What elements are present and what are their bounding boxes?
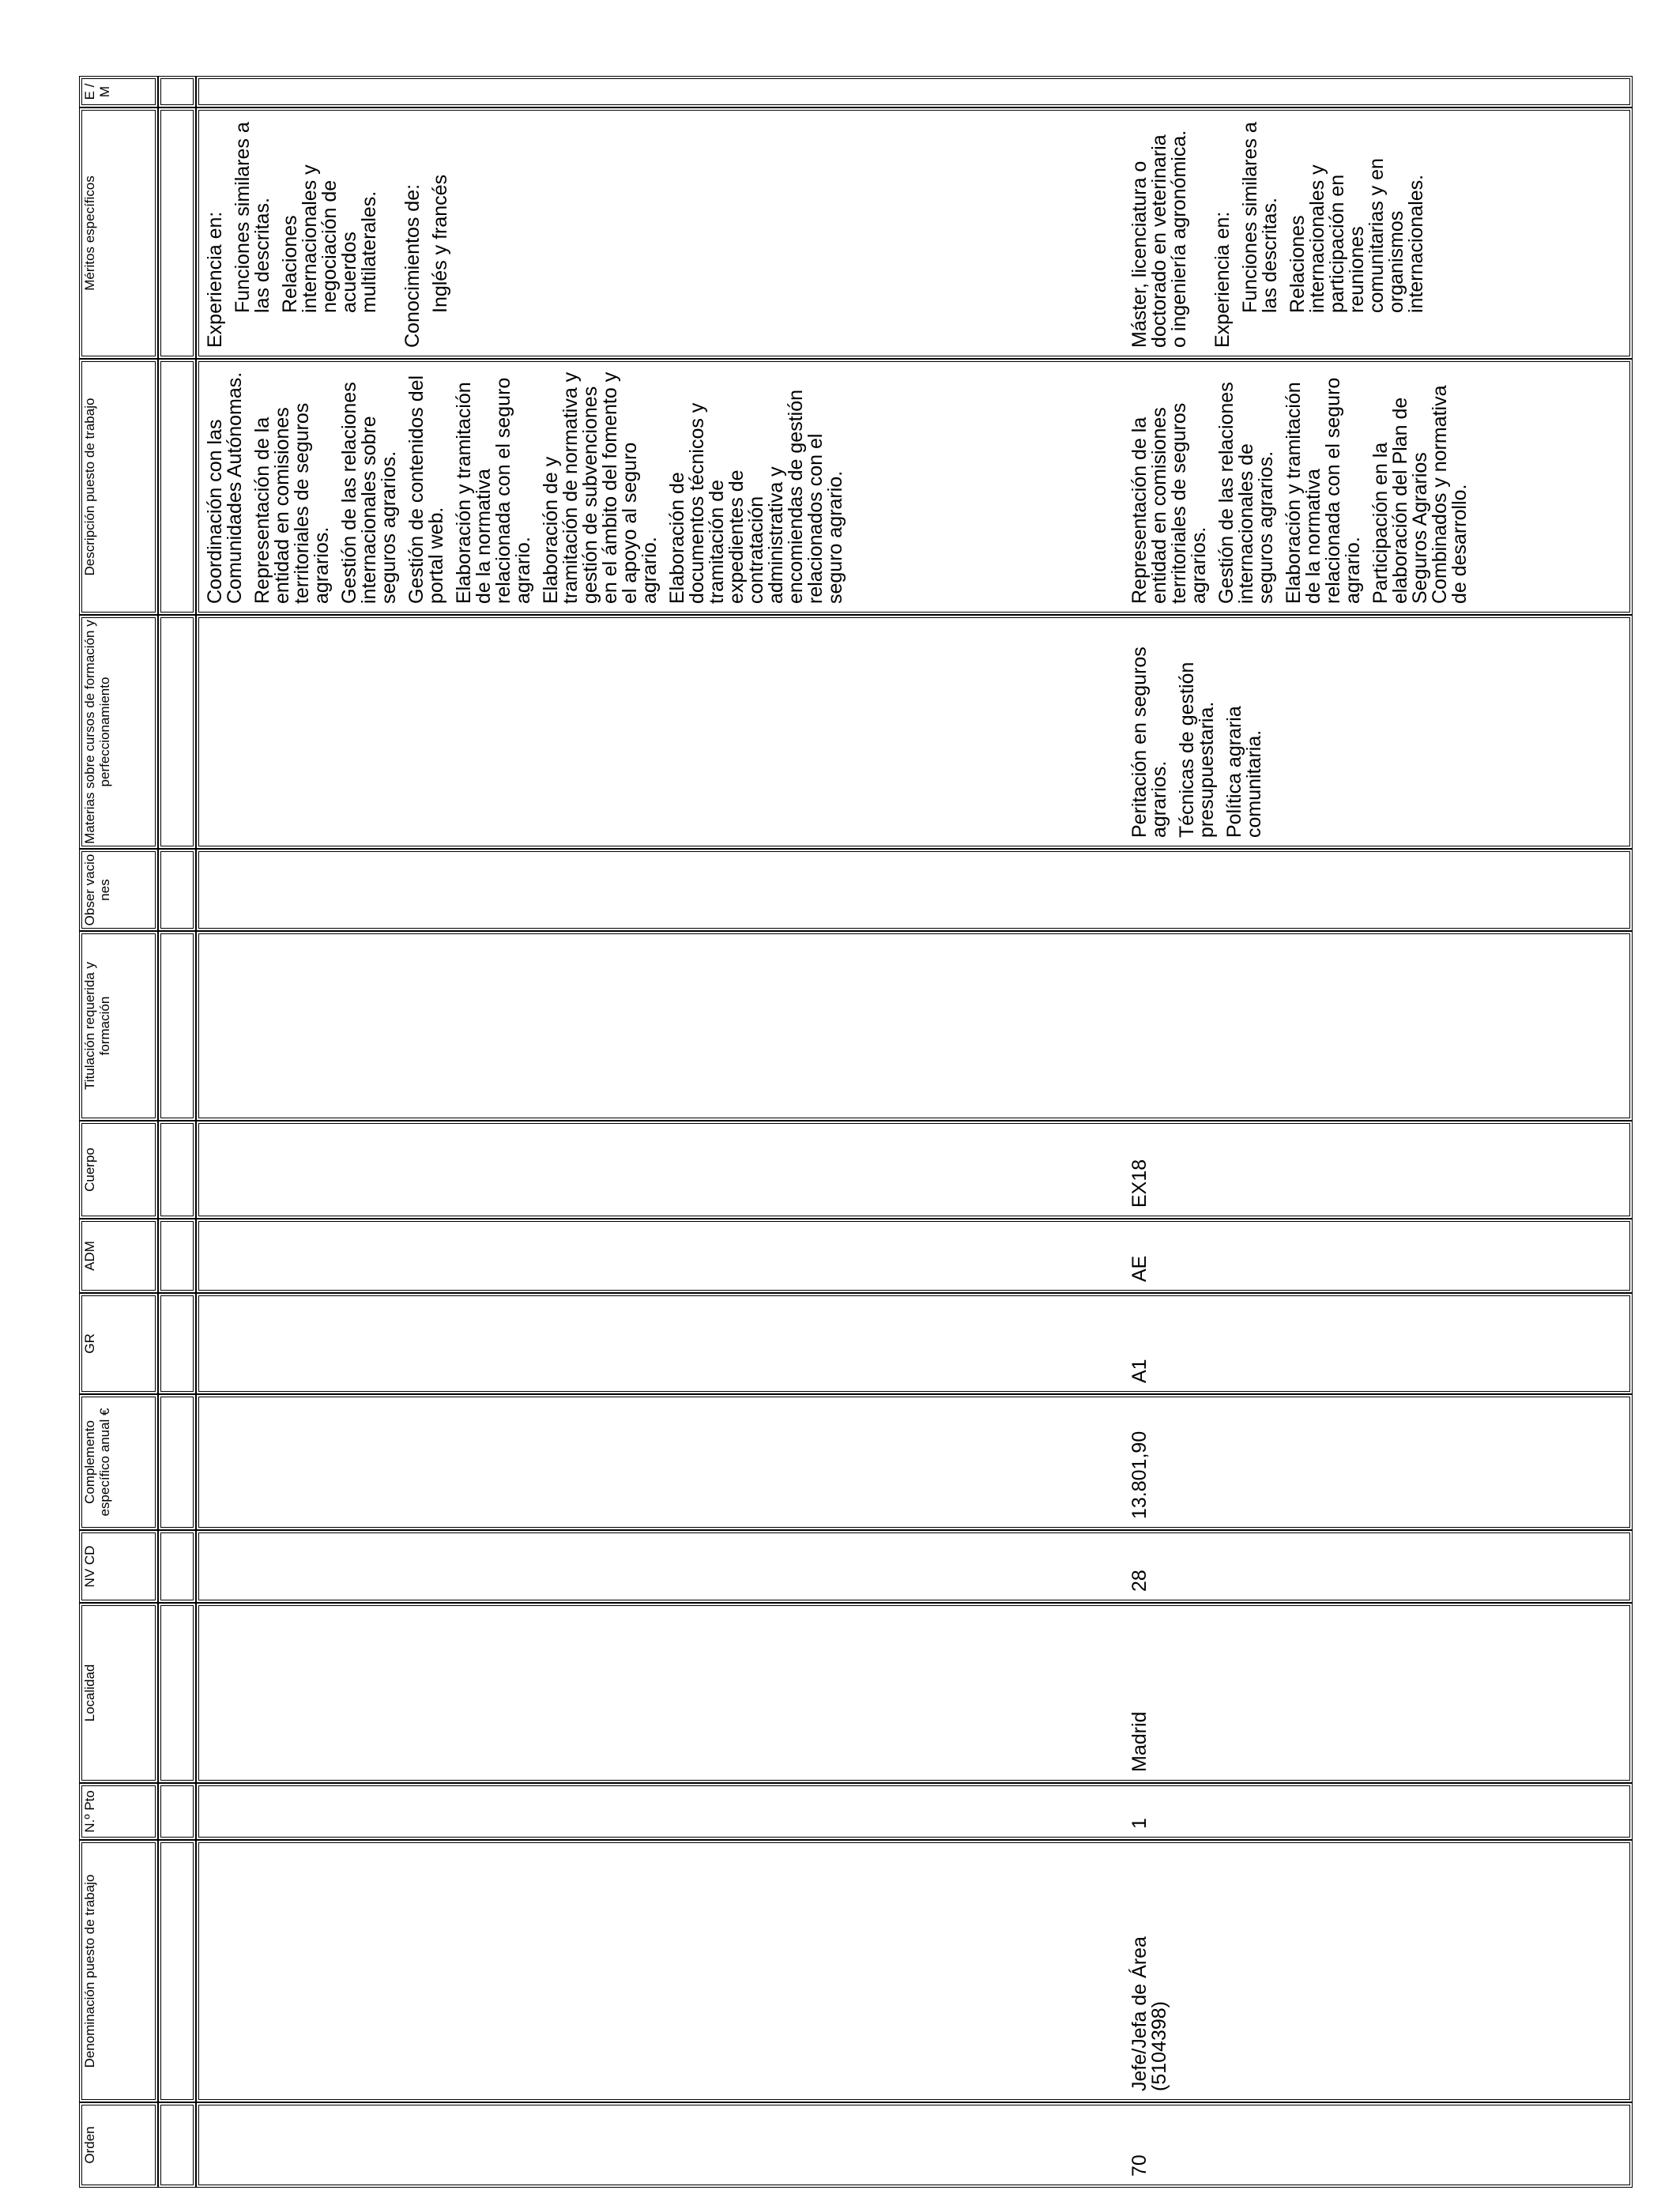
cell-materias xyxy=(196,615,1633,849)
header-orden: Orden xyxy=(79,2102,158,2188)
materia-item: Política agraria comunitaria. xyxy=(1223,706,1265,838)
header-em: E / M xyxy=(79,76,158,107)
meritos-experiencia-item: Funciones similares a las descritas. xyxy=(232,122,273,313)
header-denominacion: Denominación puesto de trabajo xyxy=(79,1840,158,2102)
spacer-cell xyxy=(158,1394,196,1530)
materia-item: Peritación en seguros agrarios. xyxy=(1128,647,1170,838)
header-localidad: Localidad xyxy=(79,1603,158,1783)
cell-num-pto xyxy=(196,1783,1633,1840)
spacer-cell xyxy=(158,1603,196,1783)
spacer-cell xyxy=(158,1219,196,1293)
cell-meritos xyxy=(196,107,1633,359)
meritos-experiencia-item: Relaciones internacionales y participación en reuniones comunitarias y en organismos internacionales. xyxy=(1286,158,1427,313)
meritos-titulo: Máster, licenciatura o doctorado en veterinaria o ingeniería agronómica. xyxy=(1128,130,1190,348)
num-pto-value: 1 xyxy=(1128,1818,1151,1829)
cell-adm xyxy=(196,1219,1633,1293)
cell-nv-cd xyxy=(196,1530,1633,1603)
header-nv-cd: NV CD xyxy=(79,1530,158,1603)
spacer-row xyxy=(158,76,196,2188)
spacer-cell xyxy=(158,849,196,931)
cell-orden xyxy=(196,2102,1633,2188)
gr-value: A1 xyxy=(1128,1359,1151,1383)
descripcion-item: Coordinación con las Comunidades Autónomas. xyxy=(204,371,246,604)
descripcion-item: Gestión de las relaciones internacionales sobre seguros agrarios. xyxy=(338,382,400,604)
descripcion-item: Elaboración de y tramitación de normativa y gestión de subvenciones en el ámbito del fomento y el apoyo al seguro agrario. xyxy=(540,371,661,604)
cell-em xyxy=(196,76,1633,107)
spacer-cell xyxy=(158,1121,196,1219)
cell-observaciones xyxy=(196,849,1633,931)
nv-cd-value: 28 xyxy=(1128,1570,1151,1592)
descripcion-item: Elaboración y tramitación de la normativa relacionada con el seguro agrario. xyxy=(453,377,534,604)
cell-localidad xyxy=(196,1603,1633,1783)
adm-value: AE xyxy=(1128,1255,1151,1282)
meritos-conocimientos-item: Inglés y francés xyxy=(429,174,451,313)
cell-cuerpo xyxy=(196,1121,1633,1219)
cell-complemento xyxy=(196,1394,1633,1530)
header-observaciones: Obser vacio nes xyxy=(79,849,158,931)
spacer-cell xyxy=(158,1783,196,1840)
meritos-experiencia-label: Experiencia en: xyxy=(204,211,226,348)
descripcion-item: Elaboración de documentos técnicos y tramitación de expedientes de contratación administrativa y encomiendas de gestión relacionados con el seguro agrario. xyxy=(666,389,846,604)
descripcion-item: Representación de la entidad en comisiones territoriales de seguros agrarios. xyxy=(251,402,333,604)
spacer-cell xyxy=(158,1530,196,1603)
header-meritos: Méritos específicos xyxy=(79,107,158,359)
descripcion-item: Gestión de las relaciones internacionales de seguros agrarios. xyxy=(1215,382,1277,604)
header-gr: GR xyxy=(79,1293,158,1394)
spacer-cell xyxy=(158,931,196,1121)
denominacion-value: Jefe/Jefa de Área (5104398) xyxy=(1128,1936,1170,2091)
cell-gr xyxy=(196,1293,1633,1394)
descripcion-item: Participación en la elaboración del Plan de Seguros Agrarios Combinados y normativa de desarrollo. xyxy=(1369,385,1471,604)
header-adm: ADM xyxy=(79,1219,158,1293)
descripcion-item: Elaboración y tramitación de la normativa relacionada con el seguro agrario. xyxy=(1283,377,1364,604)
spacer-cell xyxy=(158,2102,196,2188)
descripcion-item: Gestión de contenidos del portal web. xyxy=(405,375,447,604)
meritos-experiencia-item: Funciones similares a las descritas. xyxy=(1239,122,1281,313)
orden-value: 70 xyxy=(1128,2154,1151,2177)
localidad-value: Madrid xyxy=(1128,1711,1151,1772)
spacer-cell xyxy=(158,359,196,615)
spacer-cell xyxy=(158,1840,196,2102)
cuerpo-value: EX18 xyxy=(1128,1159,1151,1208)
descripcion-item: Representación de la entidad en comisiones territoriales de seguros agrarios. xyxy=(1128,402,1210,604)
cell-descripcion xyxy=(196,359,1633,615)
cell-denominacion xyxy=(196,1840,1633,2102)
job-table xyxy=(79,76,1633,2188)
spacer-cell xyxy=(158,107,196,359)
complemento-value: 13.801,90 xyxy=(1128,1431,1151,1519)
header-num-pto: N.º Pto xyxy=(79,1783,158,1840)
header-descripcion: Descripción puesto de trabajo xyxy=(79,359,158,615)
table-row xyxy=(196,76,1633,2188)
cell-titulacion xyxy=(196,931,1633,1121)
header-complemento: Complemento específico anual € xyxy=(79,1394,158,1530)
meritos-experiencia-label: Experiencia en: xyxy=(1211,211,1234,348)
header-materias: Materias sobre cursos de formación y perfeccionamiento xyxy=(79,615,158,849)
materia-item: Técnicas de gestión presupuestaria. xyxy=(1176,662,1218,838)
meritos-experiencia-item: Relaciones internacionales y negociación de acuerdos multilaterales. xyxy=(279,164,380,313)
header-row xyxy=(79,76,158,2188)
meritos-conocimientos-label: Conocimientos de: xyxy=(401,183,424,348)
spacer-cell xyxy=(158,76,196,107)
header-titulacion: Titulación requerida y formación xyxy=(79,931,158,1121)
spacer-cell xyxy=(158,1293,196,1394)
header-cuerpo: Cuerpo xyxy=(79,1121,158,1219)
spacer-cell xyxy=(158,615,196,849)
